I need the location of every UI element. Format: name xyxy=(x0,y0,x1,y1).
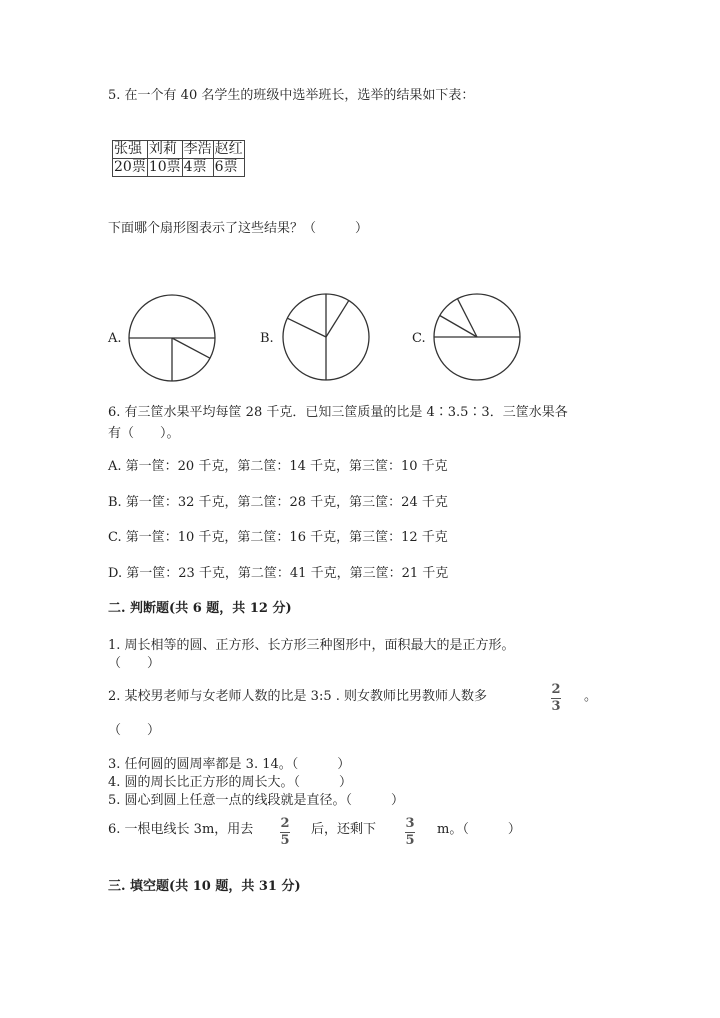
pie-divider xyxy=(326,301,349,337)
q6-line2: 有（ ）。 xyxy=(108,426,180,441)
q5-question: 下面哪个扇形图表示了这些结果？（ ） xyxy=(108,221,369,236)
s2-item5: 5. 圆心到圆上任意一点的线段就是直径。（ ） xyxy=(108,793,405,808)
numerator: 3 xyxy=(405,816,415,831)
vote-cell: 20票 xyxy=(114,159,146,175)
numerator: 2 xyxy=(280,816,290,831)
name-cell: 刘莉 xyxy=(147,141,182,159)
denominator: 5 xyxy=(405,833,415,848)
vote-cell: 10票 xyxy=(148,159,181,175)
denominator: 5 xyxy=(280,833,290,848)
s2-item2-end: 。 xyxy=(584,689,598,704)
vote-cell: 4票 xyxy=(182,159,213,177)
fraction xyxy=(551,683,561,714)
name-cell: 张强 xyxy=(113,141,148,159)
pie-charts xyxy=(0,0,720,420)
s2-item6b: 后，还剩下 xyxy=(311,822,377,837)
pie-label-c: C. xyxy=(412,331,426,346)
s2-item2-blank: （ ） xyxy=(108,723,161,738)
fraction xyxy=(405,817,415,848)
q6-option-d: D. 第一筐：23 千克，第二筐：41 千克，第三筐：21 千克 xyxy=(108,566,449,581)
q6-option-c: C. 第一筐：10 千克，第二筐：16 千克，第三筐：12 千克 xyxy=(108,530,448,545)
s2-item1: 1. 周长相等的圆、正方形、长方形三种图形中，面积最大的是正方形。 xyxy=(108,638,515,653)
s2-item1-blank: （ ） xyxy=(108,656,161,671)
s2-item6c: m。（ ） xyxy=(437,822,521,837)
s2-item3: 3. 任何圆的圆周率都是 3. 14。（ ） xyxy=(108,757,351,772)
q6-line1: 6. 有三筐水果平均每筐 28 千克．已知三筐质量的比是 4∶3.5∶3．三筐水果各 xyxy=(108,405,568,420)
pie-divider xyxy=(172,338,210,358)
vote-cell: 6票 xyxy=(213,159,244,177)
s2-item2: 2. 某校男老师与女老师人数的比是 3:5 . 则女教师比男教师人数多 xyxy=(108,689,487,704)
s2-item6a: 6. 一根电线长 3m，用去 xyxy=(108,822,254,837)
name-cell: 赵红 xyxy=(214,141,243,157)
pie-divider xyxy=(287,318,326,337)
q6-option-a: A. 第一筐：20 千克，第二筐：14 千克，第三筐：10 千克 xyxy=(108,459,448,474)
q6-option-b: B. 第一筐：32 千克，第二筐：28 千克，第三筐：24 千克 xyxy=(108,495,448,510)
s2-item4: 4. 圆的周长比正方形的周长大。（ ） xyxy=(108,775,353,790)
name-cell: 李浩 xyxy=(183,141,212,157)
section2-title: 二. 判断题(共 6 题，共 12 分) xyxy=(108,601,292,616)
section3-title: 三. 填空题(共 10 题，共 31 分) xyxy=(108,879,301,894)
q5-text: 5. 在一个有 40 名学生的班级中选举班长，选举的结果如下表： xyxy=(108,88,475,103)
fraction xyxy=(280,817,290,848)
denominator: 3 xyxy=(551,699,561,714)
pie-label-a: A. xyxy=(108,331,122,346)
numerator: 2 xyxy=(551,682,561,697)
pie-label-b: B. xyxy=(260,331,274,346)
